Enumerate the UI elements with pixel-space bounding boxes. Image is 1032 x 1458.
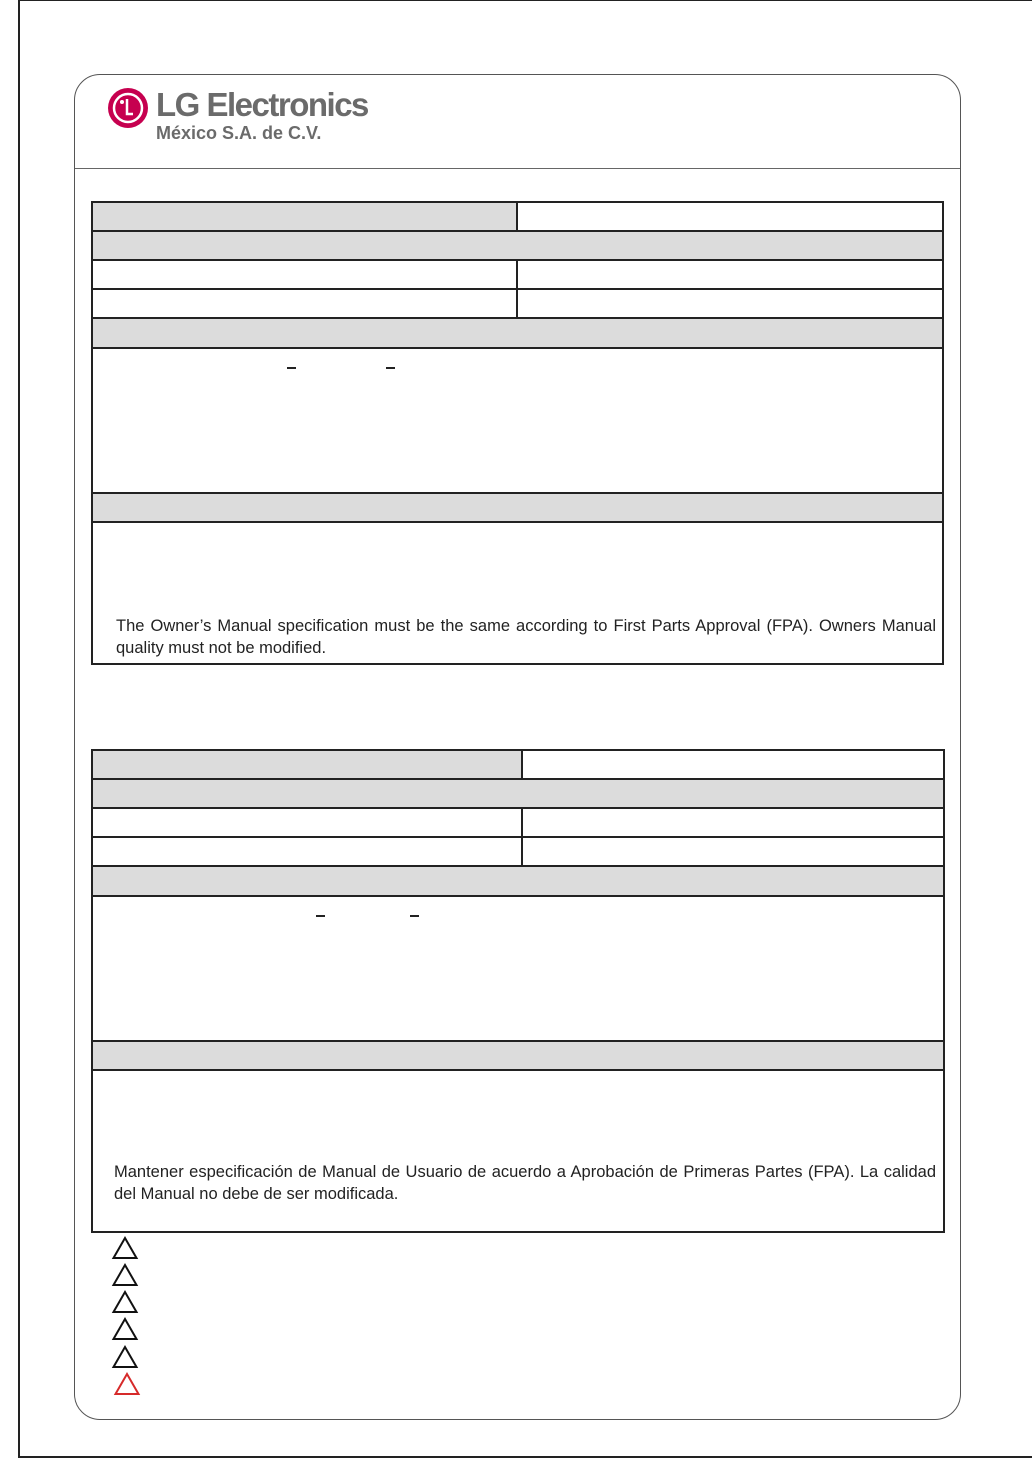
field-cell [91, 836, 523, 867]
details-body [91, 347, 944, 494]
section-header [91, 1040, 945, 1071]
warning-triangle-icon [111, 1316, 139, 1342]
field-value [516, 201, 944, 232]
warning-triangle-icon [111, 1262, 139, 1288]
notes-body [91, 1069, 945, 1233]
warning-triangle-icon [111, 1289, 139, 1315]
lg-logo-icon [108, 88, 148, 128]
section-header [91, 865, 945, 897]
field-cell [516, 259, 944, 290]
warning-triangle-icon [111, 1344, 139, 1370]
field-label [91, 201, 518, 232]
field-value [521, 749, 945, 780]
date-separator [316, 915, 325, 917]
spanish-note: Mantener especificación de Manual de Usuario de acuerdo a Aprobación de Primeras Partes (FPA). La calidad del Manual no debe de ser modificada. [114, 1163, 936, 1203]
date-separator [287, 367, 296, 369]
date-separator [410, 915, 419, 917]
section-header [91, 778, 945, 809]
date-separator [386, 367, 395, 369]
field-cell [521, 807, 945, 838]
section-header [91, 317, 944, 349]
header-divider [75, 168, 960, 169]
logo-title: LG Electronics [156, 86, 368, 123]
section-header [91, 492, 944, 523]
warning-triangle-icon [113, 1371, 141, 1397]
field-cell [91, 807, 523, 838]
field-cell [521, 836, 945, 867]
logo-subtitle: México S.A. de C.V. [156, 123, 322, 143]
english-note: The Owner’s Manual specification must be the same according to First Parts Approval (FPA). Owners Manual quality must not be modified. [116, 617, 936, 657]
field-cell [91, 288, 518, 319]
field-label [91, 749, 523, 780]
field-cell [91, 259, 518, 290]
field-cell [516, 288, 944, 319]
warning-triangle-icon [111, 1235, 139, 1261]
section-header [91, 230, 944, 261]
details-body [91, 895, 945, 1042]
